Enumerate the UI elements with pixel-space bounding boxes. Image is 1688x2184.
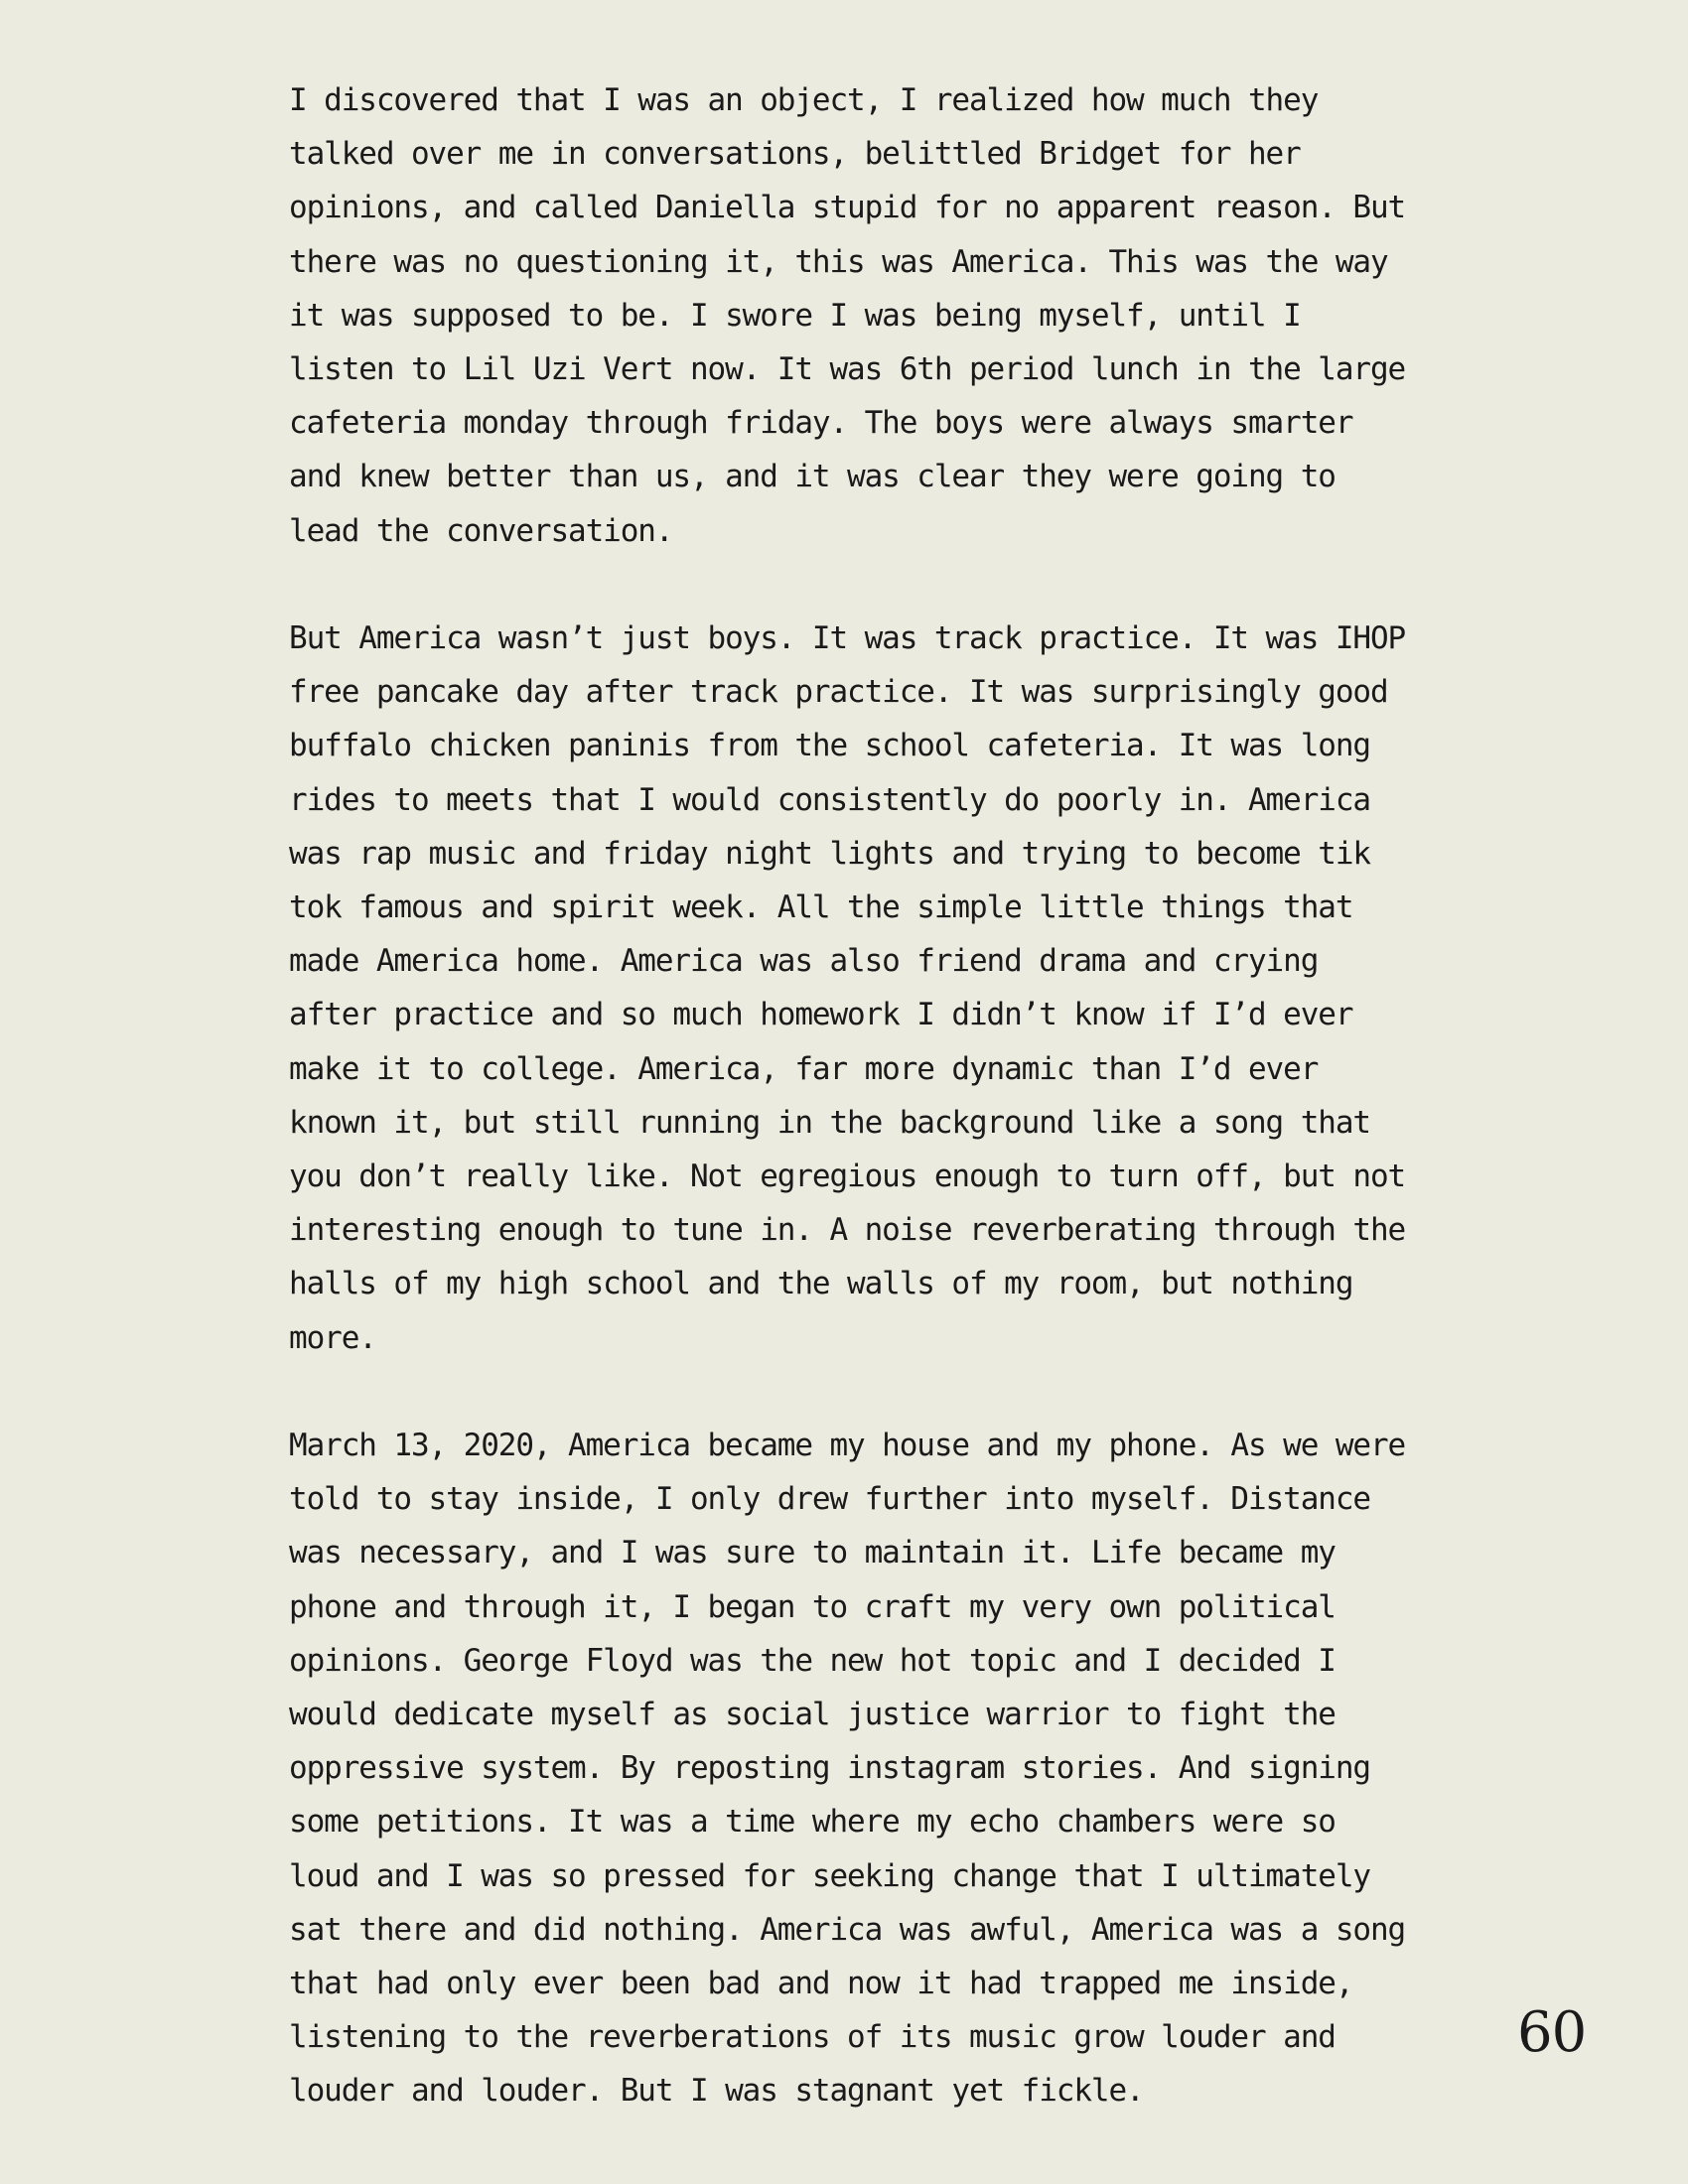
text-line: there was no questioning it, this was America. This was the way: [289, 243, 1388, 280]
text-line: listening to the reverberations of its music grow louder and: [289, 2019, 1336, 2056]
text-line: that had only ever been bad and now it had trapped me inside,: [289, 1966, 1353, 2002]
text-line: March 13, 2020, America became my house and my phone. As we were: [289, 1428, 1406, 1464]
text-line: lead the conversation.: [289, 512, 673, 549]
text-line: oppressive system. By reposting instagram stories. And signing: [289, 1750, 1370, 1787]
text-line: listen to Lil Uzi Vert now. It was 6th period lunch in the large: [289, 351, 1406, 388]
text-line: rides to meets that I would consistently do poorly in. America: [289, 781, 1370, 818]
text-line: But America wasn’t just boys. It was track practice. It was IHOP: [289, 620, 1406, 657]
text-line: loud and I was so pressed for seeking change that I ultimately: [289, 1857, 1370, 1894]
text-line: known it, but still running in the background like a song that: [289, 1104, 1370, 1141]
text-line: buffalo chicken paninis from the school cafeteria. It was long: [289, 728, 1370, 764]
text-line: was necessary, and I was sure to maintain it. Life became my: [289, 1535, 1336, 1571]
text-line: halls of my high school and the walls of my room, but nothing: [289, 1266, 1353, 1302]
text-line: it was supposed to be. I swore I was being myself, until I: [289, 297, 1301, 334]
text-line: opinions. George Floyd was the new hot topic and I decided I: [289, 1642, 1336, 1679]
text-line: cafeteria monday through friday. The boys were always smarter: [289, 405, 1353, 442]
page-number: 60: [1517, 2000, 1587, 2065]
text-line: and knew better than us, and it was clear they were going to: [289, 459, 1336, 495]
text-line: louder and louder. But I was stagnant yet fickle.: [289, 2073, 1144, 2110]
text-line: after practice and so much homework I didn’t know if I’d ever: [289, 997, 1353, 1033]
body-text: [289, 73, 1411, 2172]
text-line: free pancake day after track practice. It was surprisingly good: [289, 674, 1388, 711]
paragraph-2: [289, 612, 1411, 1365]
text-line: was rap music and friday night lights and trying to become tik: [289, 835, 1370, 872]
paragraph-1: [289, 73, 1411, 558]
text-line: some petitions. It was a time where my echo chambers were so: [289, 1804, 1336, 1841]
text-line: opinions, and called Daniella stupid for no apparent reason. But: [289, 190, 1406, 226]
text-line: tok famous and spirit week. All the simple little things that: [289, 889, 1353, 926]
text-line: I discovered that I was an object, I realized how much they: [289, 82, 1319, 118]
paragraph-3: [289, 1419, 1411, 2118]
text-line: would dedicate myself as social justice warrior to fight the: [289, 1697, 1336, 1733]
text-line: made America home. America was also friend drama and crying: [289, 943, 1319, 980]
text-line: phone and through it, I began to craft my very own political: [289, 1588, 1336, 1625]
text-line: interesting enough to tune in. A noise reverberating through the: [289, 1212, 1406, 1249]
text-line: talked over me in conversations, belittled Bridget for her: [289, 136, 1301, 173]
text-line: make it to college. America, far more dynamic than I’d ever: [289, 1050, 1319, 1087]
text-line: you don’t really like. Not egregious enough to turn off, but not: [289, 1159, 1406, 1195]
text-line: more.: [289, 1319, 376, 1356]
text-line: told to stay inside, I only drew further into myself. Distance: [289, 1481, 1370, 1518]
text-line: sat there and did nothing. America was awful, America was a song: [289, 1911, 1406, 1948]
